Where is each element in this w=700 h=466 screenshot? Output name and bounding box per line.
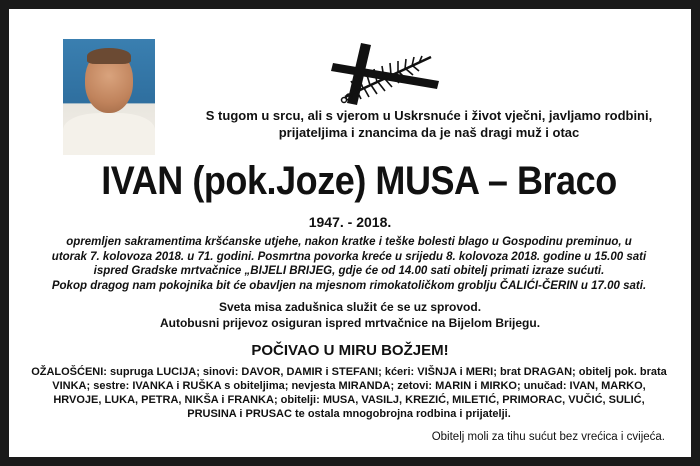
mass-info	[9, 299, 691, 331]
details-line: ispred Gradske mrtvačnice „BIJELI BRIJEG, gdje će od 14.00 sati obitelj primati izraze sućuti.	[93, 265, 605, 277]
mourners-line: PRUSINA i PRUSAC te ostala mnogobrojna rodbina i prijatelji.	[187, 408, 511, 420]
funeral-details	[23, 235, 675, 293]
transport-line: Autobusni prijevoz osiguran ispred mrtvačnice na Bijelom Brijegu.	[159, 316, 541, 330]
portrait-photo	[63, 39, 155, 155]
deceased-name: IVAN (pok.Joze) MUSA – Braco	[101, 159, 617, 203]
intro-text	[169, 107, 689, 141]
details-line: utorak 7. kolovoza 2018. u 71. godini. Posmrtna povorka kreće u srijedu 8. kolovoza 2018. godine u 15.00 sati	[51, 250, 647, 263]
rest-in-peace: POČIVAO U MIRU BOŽJEM!	[251, 342, 449, 359]
mourners-line: HRVOJE, LUKA, PETRA, NIKŠA i FRANKA; obitelji: MUSA, VASILJ, KREZIĆ, MILETIĆ, PRIMORAC, VUČIĆ, SULIĆ,	[53, 394, 645, 406]
mourners-line: OŽALOŠĆENI: supruga LUCIJA; sinovi: DAVOR, DAMIR i STEFANI; kćeri: VIŠNJA i MERI; brat DRAGAN; obitelj pok. brata	[31, 366, 667, 378]
photo-hair	[87, 48, 131, 64]
photo-shirt	[63, 113, 155, 155]
mourners-line: VINKA; sestre: IVANKA i RUŠKA s obiteljima; nevjesta MIRANDA; zetovi: MARIN i MIRKO; unučad: IVAN, MARKO,	[52, 380, 646, 392]
cross-with-palm-icon	[327, 39, 447, 107]
details-line: Pokop dragog nam pokojnika bit će obavljen na mjesnom rimokatoličkom groblju ČALIĆI-ČERIN u 17.00 sati.	[51, 279, 647, 292]
life-years: 1947. - 2018.	[308, 214, 392, 230]
obituary-notice	[9, 9, 691, 457]
family-request: Obitelj moli za tihu sućut bez vrećica i cvijeća.	[431, 431, 665, 443]
mourners-list	[23, 365, 675, 421]
details-line: opremljen sakramentima kršćanske utjehe, nakon kratke i teške bolesti blago u Gospodinu preminuo, u	[66, 236, 632, 248]
intro-line: S tugom u srcu, ali s vjerom u Uskrsnuće i život vječni, javljamo rodbini,	[205, 108, 653, 123]
intro-line: prijateljima i znancima da je naš dragi muž i otac	[278, 125, 580, 140]
mass-line: Sveta misa zadušnica služit će se uz sprovod.	[218, 300, 482, 314]
